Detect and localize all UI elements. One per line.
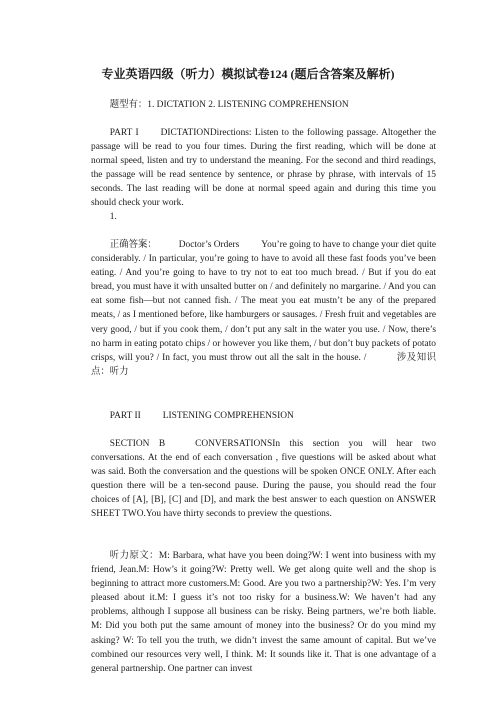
part2-name: LISTENING COMPREHENSION <box>162 411 294 421</box>
section-label: SECTION B <box>109 439 166 449</box>
part2-label: PART II <box>109 411 141 421</box>
answer-paragraph <box>91 238 436 379</box>
transcript-label: 听力原文： <box>109 551 159 561</box>
document-title: 专业英语四级（听力）模拟试卷124 (题后含答案及解析) <box>101 67 395 81</box>
part2-heading <box>91 409 436 423</box>
answer-title: Doctor’s Orders <box>178 240 240 250</box>
section-b-paragraph <box>91 437 436 522</box>
section-directions: In this section you will hear two conversations. At the end of each conversation , five questions will be asked about what was said. Both the conversation and the questions will be spoken ONCE ONLY. After each question there will be a ten-second pause. During the pause, you should read the four choices of [A], [B], [C] and [D], and mark the best answer to each question on ANSWER SHEET TWO.You have thirty seconds to preview the questions. <box>91 439 436 520</box>
part1-name: DICTATION <box>160 128 210 138</box>
part1-directions-paragraph <box>91 126 436 211</box>
knowledge-point: 涉及知识点：听力 <box>91 352 436 377</box>
item-number: 1. <box>109 212 117 222</box>
part1-directions: Directions: Listen to the following passage. Altogether the passage will be read to you four times. During the first reading, which will be done at normal speed, listen and try to understand the meaning. For the second and third readings, the passage will be read sentence by sentence, or phrase by phrase, with intervals of 15 seconds. The last reading will be done at normal speed again and during this time you should check your work. <box>91 128 436 209</box>
answer-text: You’re going to have to change your diet quite considerably. / In particular, you’re going to have to avoid all these fast foods you’ve been eating. / And you’re going to have to try not to eat too much bread. / But if you do eat bread, you must have it with unsalted butter on / and definitely no margarine. / And you can eat some fish—but not canned fish. / The meat you eat mustn’t be any of the prepared meats, / as I mentioned before, like hamburgers or sausages. / Fresh fruit and vegetables are very good, / but if you cook them, / don’t put any salt in the water you use. / Now, there’s no harm in eating potato chips / or however you like them, / but don’t buy packets of potato crisps, will you? / In fact, you must throw out all the salt in the house. / <box>91 240 436 363</box>
section-name: CONVERSATIONS <box>195 439 273 449</box>
transcript-paragraph <box>91 549 436 676</box>
part1-label: PART I <box>109 128 139 138</box>
answer-label: 正确答案： <box>109 240 157 250</box>
question-types: 题型有：1. DICTATION 2. LISTENING COMPREHENSION <box>109 100 349 110</box>
transcript-text: M: Barbara, what have you been doing?W: I went into business with my friend, Jean.M: How’s it going?W: Pretty well. We get along quite well and the shop is beginning to attract more customers.M: Good. Are you two a partnership?W: Yes. I’m very pleased about it.M: I guess it’s not too risky for a business.W: We haven’t had any problems, although I suppose all business can be risky. Being partners, we’re both liable. M: Did you both put the same amount of money into the business? Or do you mind my asking? W: To tell you the truth, we didn’t invest the same amount of capital. But we’ve combined our resources very well, I think. M: It sounds like it. That is one advantage of a general partnership. One partner can invest <box>91 551 436 674</box>
